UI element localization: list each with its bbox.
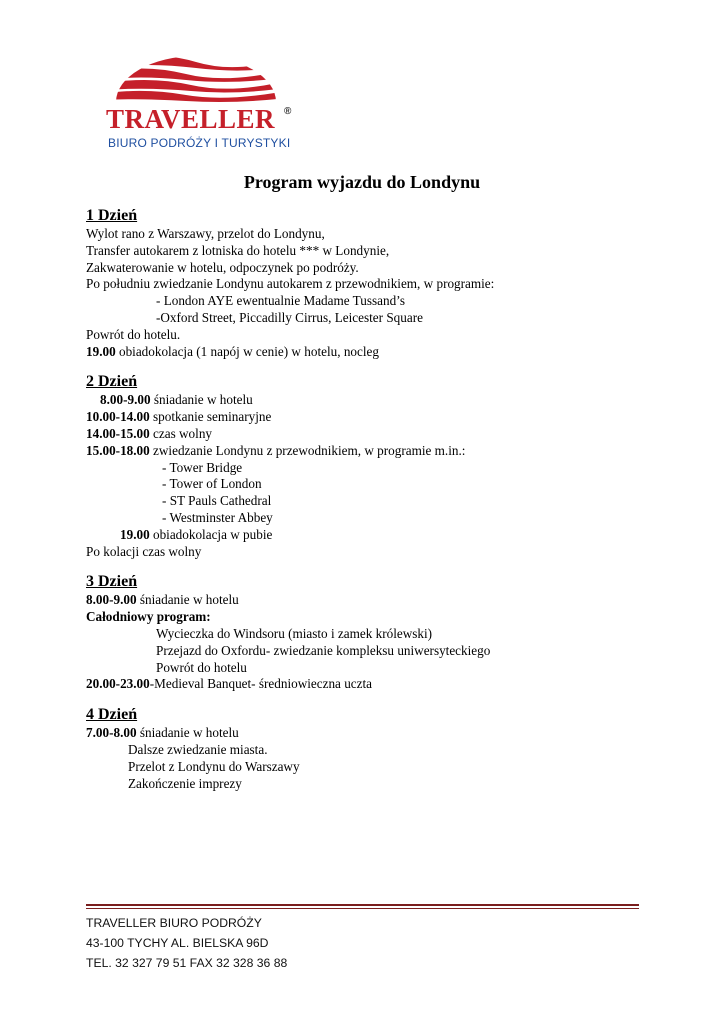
day-4-heading: 4 Dzień	[86, 706, 138, 724]
time-label: 8.00-9.00	[86, 592, 137, 608]
time-label: 14.00-15.00	[86, 425, 150, 441]
list-item	[86, 725, 686, 742]
item-text: śniadanie w hotelu	[150, 392, 253, 408]
day-2-heading: 2 Dzień	[86, 373, 138, 391]
list-item: Zakończenie imprezy	[128, 775, 242, 791]
time-label: 15.00-18.00	[86, 442, 150, 458]
time-label: 10.00-14.00	[86, 409, 150, 425]
item-text: zwiedzanie Londynu z przewodnikiem, w programie m.in.:	[149, 442, 466, 458]
list-item: -Oxford Street, Piccadilly Cirrus, Leicester Square	[156, 309, 423, 325]
item-text: spotkanie seminaryjne	[149, 409, 272, 425]
item-text: obiadokolacja w pubie	[149, 526, 273, 542]
footer-phone: TEL. 32 327 79 51 FAX 32 328 36 88	[86, 956, 288, 970]
list-item: Po południu zwiedzanie Londynu autokarem z przewodnikiem, w programie:	[86, 276, 495, 292]
list-item: Po kolacji czas wolny	[86, 543, 202, 559]
footer	[86, 913, 287, 973]
time-label: 20.00-23.00	[86, 676, 150, 692]
time-label: 8.00-9.00	[100, 392, 151, 408]
item-text: śniadanie w hotelu	[136, 725, 239, 741]
item-text: -Medieval Banquet- średniowieczna uczta	[149, 676, 373, 692]
list-item: - Tower of London	[162, 476, 262, 492]
footer-address: 43-100 TYCHY AL. BIELSKA 96D	[86, 936, 269, 950]
list-item: Powrót do hotelu	[156, 659, 247, 675]
item-text: śniadanie w hotelu	[136, 592, 239, 608]
traveller-logo	[86, 40, 306, 160]
list-item: - Westminster Abbey	[162, 509, 273, 525]
list-item: Zakwaterowanie w hotelu, odpoczynek po podróży.	[86, 259, 359, 275]
time-label: 7.00-8.00	[86, 725, 137, 741]
list-item: Przelot z Londynu do Warszawy	[128, 758, 300, 774]
list-item	[86, 443, 686, 460]
logo-brand-text: TRAVELLER	[106, 104, 276, 134]
time-label: 19.00	[120, 526, 150, 542]
list-item	[86, 409, 686, 426]
footer-divider	[86, 904, 639, 906]
list-item	[86, 426, 686, 443]
list-item	[86, 676, 686, 693]
list-item: Transfer autokarem z lotniska do hotelu *** w Londynie,	[86, 242, 390, 258]
list-item	[86, 344, 686, 361]
list-item: Przejazd do Oxfordu- zwiedzanie kompleksu uniwersyteckiego	[156, 642, 491, 658]
list-item	[86, 392, 686, 409]
list-item: Dalsze zwiedzanie miasta.	[128, 741, 268, 757]
logo-subtitle: BIURO PODRÓŻY I TURYSTYKI	[108, 136, 291, 150]
list-item: Wycieczka do Windsoru (miasto i zamek królewski)	[156, 625, 433, 641]
day-1-heading: 1 Dzień	[86, 207, 138, 224]
item-text: czas wolny	[149, 425, 213, 441]
time-label: 19.00	[86, 343, 116, 359]
list-item: Całodniowy program:	[86, 609, 211, 625]
sun-waves-icon	[86, 40, 306, 106]
list-item	[86, 527, 686, 544]
list-item: - Tower Bridge	[162, 459, 243, 475]
list-item	[86, 592, 686, 609]
footer-company: TRAVELLER BIURO PODRÓŻY	[86, 916, 262, 930]
list-item: Wylot rano z Warszawy, przelot do Londynu,	[86, 226, 325, 241]
program-content	[86, 206, 686, 792]
registered-mark: ®	[284, 106, 292, 117]
list-item: Powrót do hotelu.	[86, 326, 181, 342]
list-item: - ST Pauls Cathedral	[162, 493, 272, 509]
list-item: - London AYE ewentualnie Madame Tussand’s	[156, 293, 405, 309]
day-3-heading: 3 Dzień	[86, 573, 138, 591]
item-text: obiadokolacja (1 napój w cenie) w hotelu, nocleg	[115, 343, 379, 359]
footer-divider-thin	[86, 908, 639, 909]
page-title: Program wyjazdu do Londynu	[243, 172, 481, 192]
